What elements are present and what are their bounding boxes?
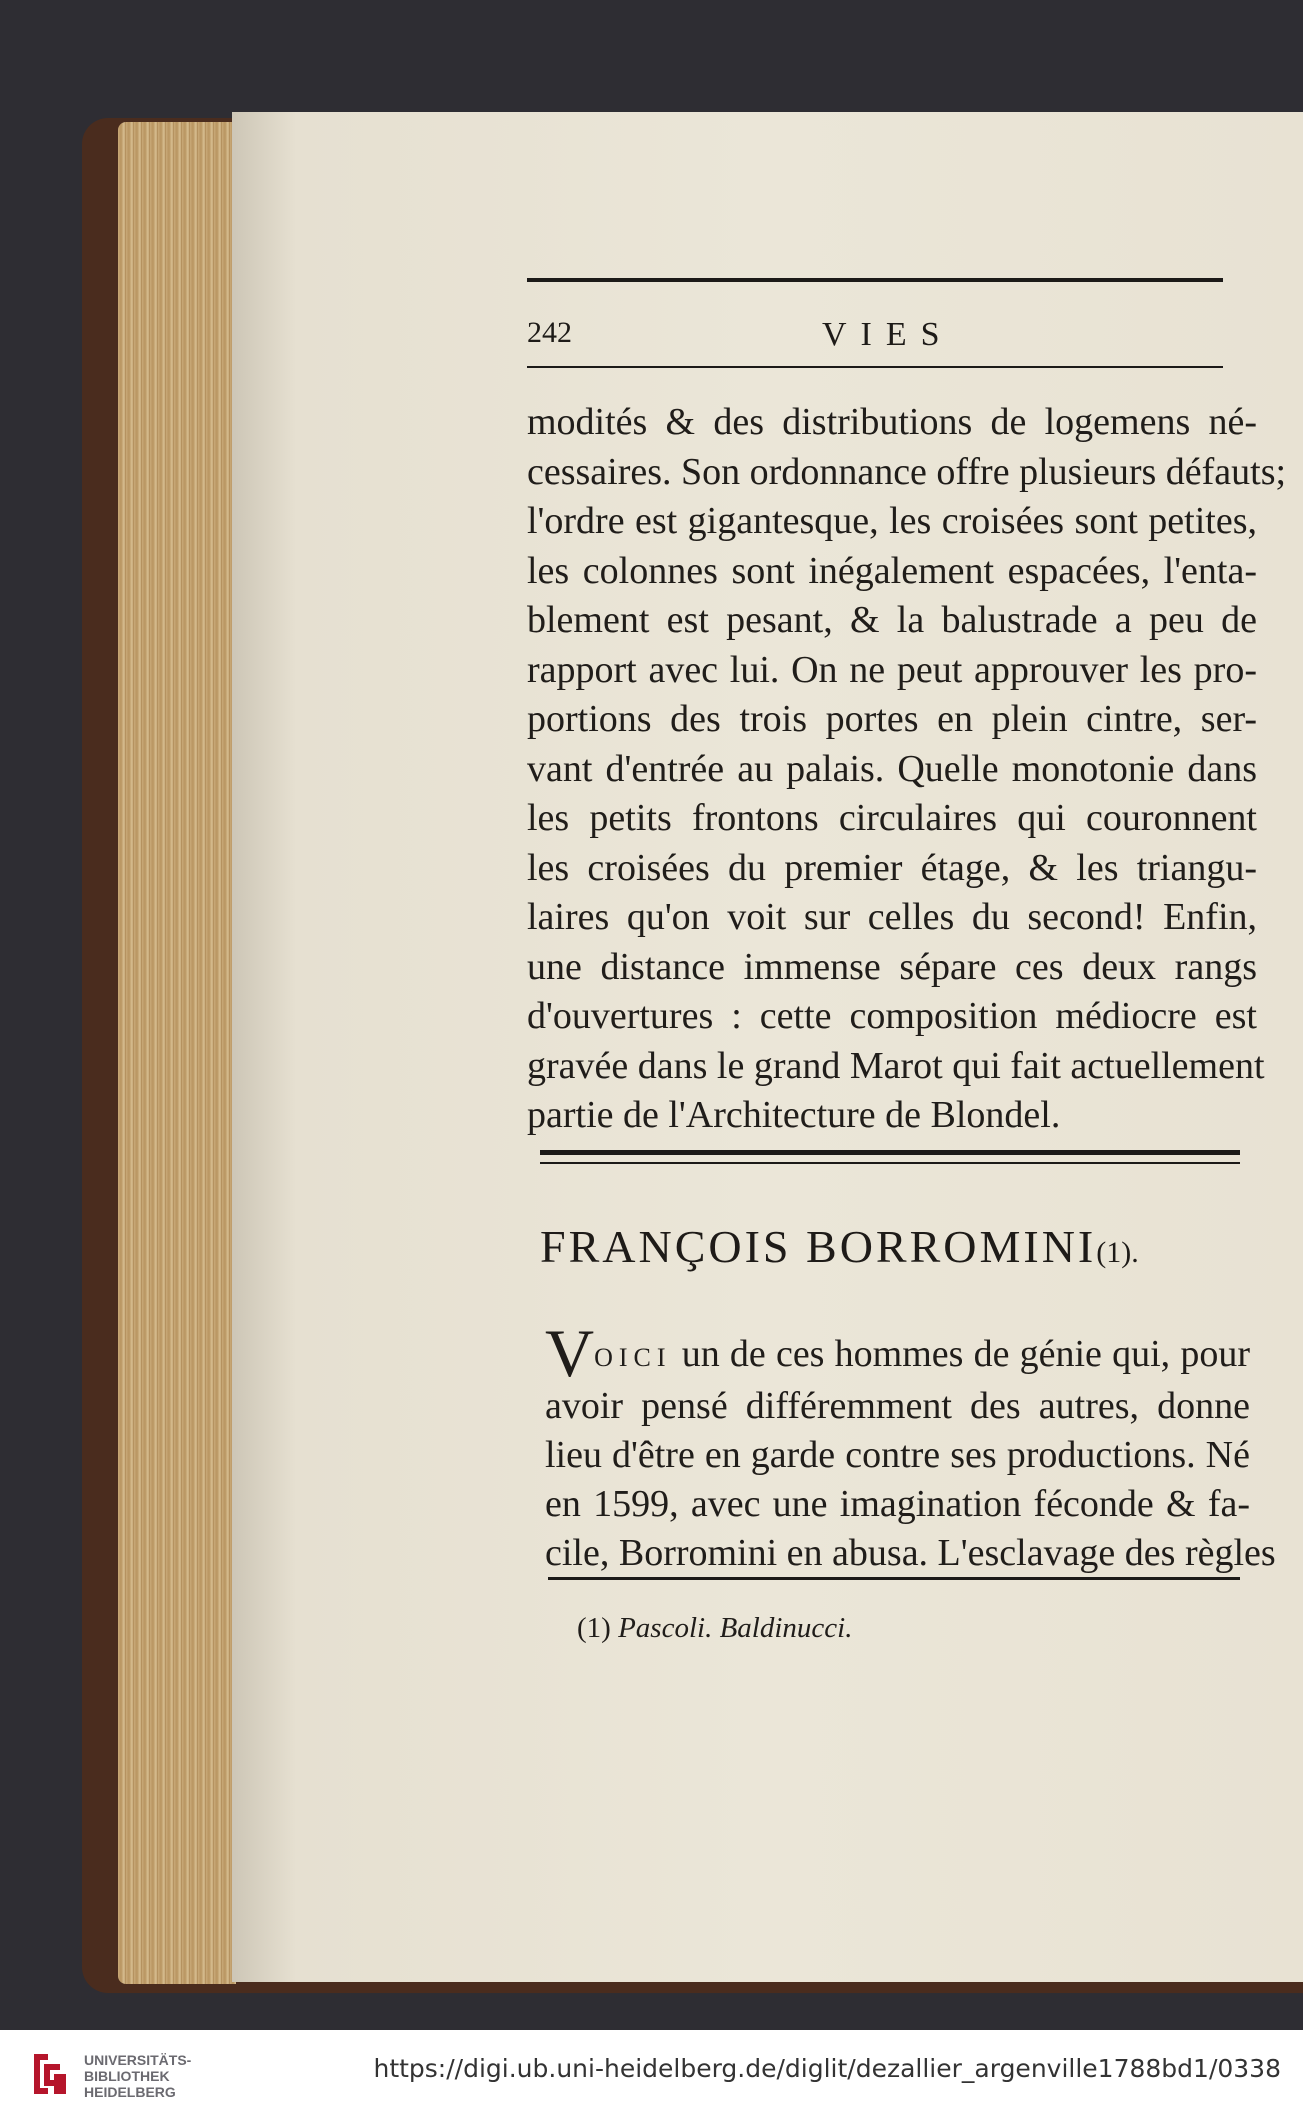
institution-line: BIBLIOTHEK [84, 2068, 170, 2084]
text-line: cessaires. Son ordonnance offre plusieurs défauts; [527, 450, 1287, 493]
viewer-footer [0, 2030, 1303, 2123]
section-heading [540, 1220, 1260, 1273]
footnote-text: Pascoli. Baldinucci. [618, 1612, 853, 1644]
footnote-ref: (1). [1096, 1236, 1139, 1269]
text-line: blement est pesant, & la balustrade a peu de [527, 599, 1257, 641]
text-line: avoir pensé différemment des autres, donne [545, 1385, 1250, 1427]
text-line: portions des trois portes en plein cintre, ser- [527, 698, 1257, 740]
page-edges [118, 122, 236, 1984]
text-line: lieu d'être en garde contre ses productions. Né [545, 1434, 1250, 1476]
text-line: rapport avec lui. On ne peut approuver les pro- [527, 648, 1257, 691]
header-rule-top [527, 278, 1223, 282]
institution-name [84, 2052, 191, 2100]
text-line: les croisées du premier étage, & les triangu- [527, 846, 1257, 889]
section-text [545, 1315, 1276, 1578]
text-line: cile, Borromini en abusa. L'esclavage des règles [545, 1532, 1276, 1574]
footnote [577, 1612, 852, 1645]
section-rule-thick [540, 1150, 1240, 1155]
text-line: partie de l'Architecture de Blondel. [527, 1094, 1061, 1136]
section-rule-thin [540, 1162, 1240, 1164]
institution-line: UNIVERSITÄTS- [84, 2052, 192, 2068]
body-text [527, 398, 1287, 1141]
text-line: d'ouvertures : cette composition médiocre est [527, 995, 1257, 1037]
text-line: laires qu'on voit sur celles du second! Enfin, [527, 896, 1257, 938]
section-heading-text: FRANÇOIS BORROMINI [540, 1221, 1097, 1272]
text-line: en 1599, avec une imagination féconde & fa- [545, 1483, 1250, 1525]
header-rule-bottom [527, 366, 1223, 368]
running-head [527, 316, 1227, 360]
text-line: une distance immense sépare ces deux rangs [527, 945, 1257, 988]
text-line: l'ordre est gigantesque, les croisées sont petites, [527, 500, 1257, 542]
page-number: 242 [527, 316, 572, 349]
text-line [545, 1315, 1250, 1391]
institution-line: HEIDELBERG [84, 2084, 176, 2100]
library-logo-icon [30, 2050, 70, 2098]
small-caps-word: OICI [594, 1343, 672, 1372]
footnote-rule [548, 1577, 1240, 1580]
permalink-url[interactable]: https://digi.ub.uni-heidelberg.de/diglit/dezallier_argenville1788bd1/0338 [373, 2054, 1281, 2083]
text-line: les petits frontons circulaires qui couronnent [527, 797, 1257, 839]
first-line-rest: un de ces hommes de génie qui, pour [671, 1333, 1250, 1375]
text-line: gravée dans le grand Marot qui fait actuellement [527, 1044, 1265, 1087]
text-line: vant d'entrée au palais. Quelle monotonie dans [527, 747, 1257, 790]
footnote-marker: (1) [577, 1612, 611, 1644]
text-line: modités & des distributions de logemens né- [527, 401, 1257, 443]
running-title: VIES [822, 316, 954, 353]
drop-cap: V [545, 1315, 595, 1391]
text-line: les colonnes sont inégalement espacées, l'enta- [527, 549, 1257, 592]
